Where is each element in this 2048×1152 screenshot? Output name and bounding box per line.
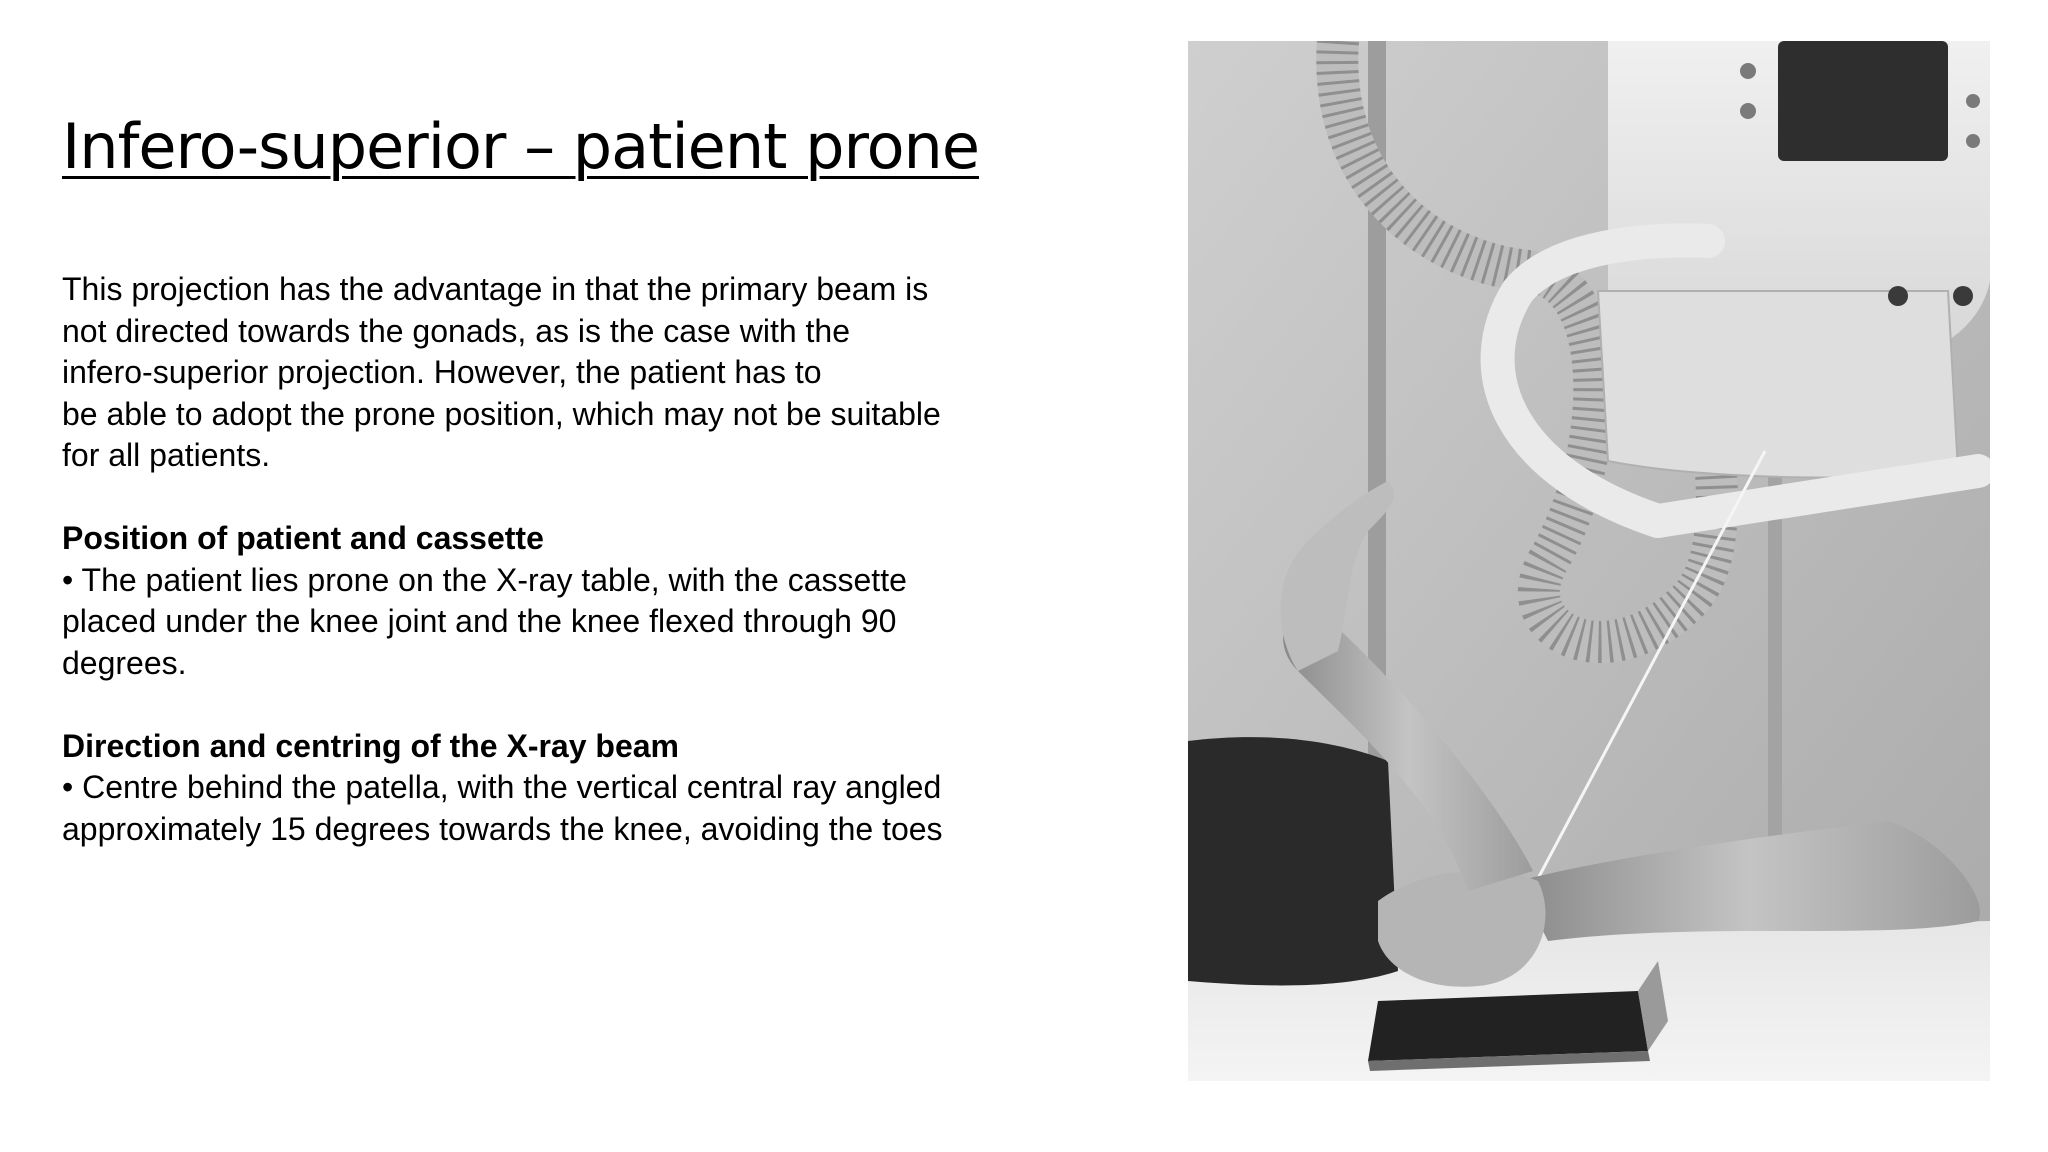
slide-body (62, 269, 1072, 850)
intro-line: not directed towards the gonads, as is the case with the (62, 312, 851, 349)
position-line: • The patient lies prone on the X-ray table, with the cassette (62, 561, 907, 598)
position-line: placed under the knee joint and the knee flexed through 90 (62, 603, 897, 639)
direction-heading: Direction and centring of the X-ray beam (62, 727, 679, 764)
intro-line: infero-superior projection. However, the patient has to (62, 354, 822, 390)
patient-shorts (1188, 737, 1398, 985)
photo-illustration (1188, 41, 1990, 1081)
cassette (1368, 991, 1648, 1061)
intro-line: This projection has the advantage in that the primary beam is (62, 271, 929, 307)
control-knob (1740, 103, 1756, 119)
paragraph-spacer (62, 684, 1072, 726)
collimator (1598, 291, 1958, 478)
direction-line: approximately 15 degrees towards the knee, avoiding the toes (62, 810, 943, 847)
position-line: degrees. (62, 644, 187, 681)
intro-line: be able to adopt the prone position, which may not be suitable (62, 395, 941, 432)
paragraph-spacer (62, 477, 1072, 519)
control-knob (1966, 94, 1980, 108)
handle-button (1953, 286, 1973, 306)
control-knob (1740, 63, 1756, 79)
patient-knee (1378, 871, 1546, 987)
direction-line: • Centre behind the patella, with the vertical central ray angled (62, 769, 942, 805)
wall-rail (1768, 421, 1782, 841)
position-heading: Position of patient and cassette (62, 520, 544, 556)
xray-positioning-photo (1188, 41, 1990, 1081)
slide-title: Infero-superior – patient prone (62, 110, 979, 183)
control-knob (1966, 134, 1980, 148)
intro-line: for all patients. (62, 437, 271, 473)
control-display (1778, 41, 1948, 161)
handle-button (1888, 286, 1908, 306)
